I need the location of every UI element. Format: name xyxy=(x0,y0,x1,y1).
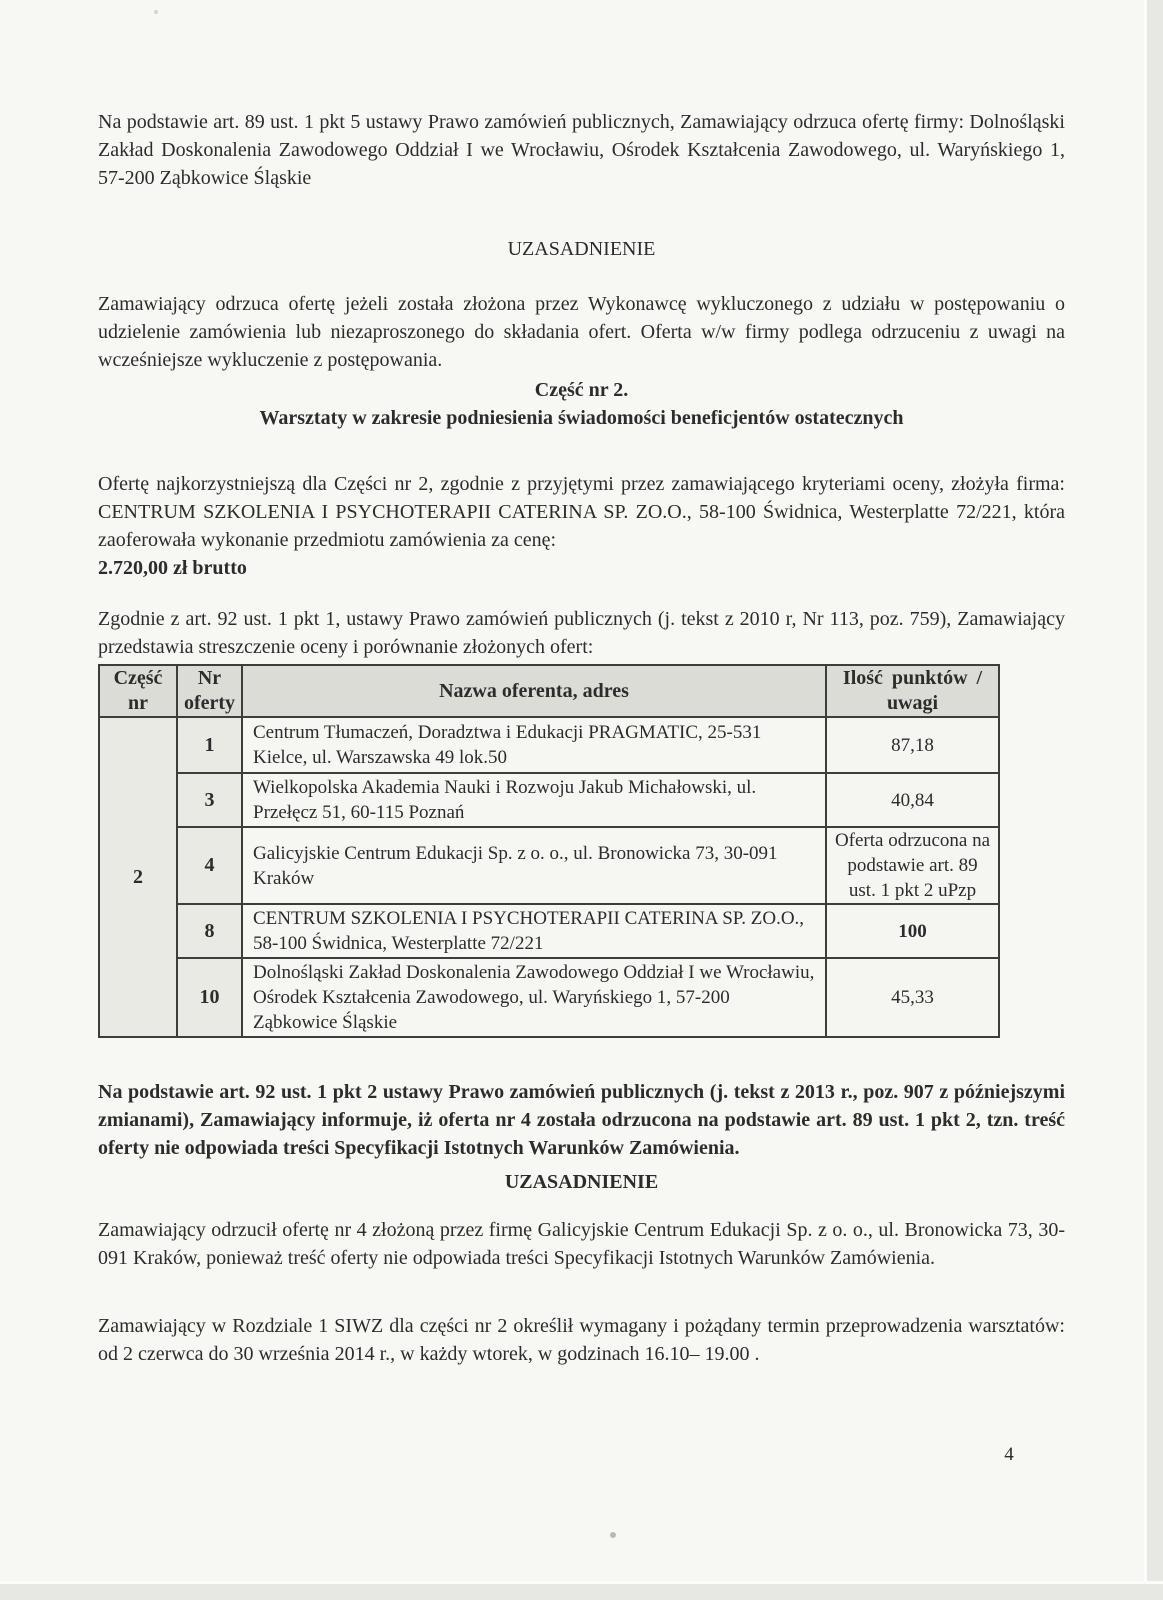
table-header-row xyxy=(99,665,999,717)
table-row xyxy=(99,827,999,904)
table-row xyxy=(99,717,999,773)
cell-points: 87,18 xyxy=(826,717,999,773)
paragraph-siwz-schedule: Zamawiający w Rozdziale 1 SIWZ dla części nr 2 określił wymagany i pożądany termin przeprowadzenia warsztatów: od 2 czerwca do 30 września 2014 r., w każdy wtorek, w godzinach 16.10– 19.00 . xyxy=(98,1315,1065,1365)
cell-offerer-name: Galicyjskie Centrum Edukacji Sp. z o. o., ul. Bronowicka 73, 30-091 Kraków xyxy=(242,827,826,904)
cell-points-rejected: Oferta odrzucona na podstawie art. 89 ust. 1 pkt 2 uPzp xyxy=(826,827,999,904)
cell-offer-no: 1 xyxy=(177,717,242,773)
cell-offerer-name: Centrum Tłumaczeń, Doradztwa i Edukacji PRAGMATIC, 25-531 Kielce, ul. Warszawska 49 lok.50 xyxy=(242,717,826,773)
scan-speck xyxy=(610,1532,616,1538)
results-table xyxy=(98,664,1000,1038)
table-row xyxy=(99,904,999,958)
header-punkty-line1: Ilość punktów / xyxy=(842,667,983,689)
header-oferty-line1: Nr xyxy=(197,667,222,689)
cell-offerer-name: CENTRUM SZKOLENIA I PSYCHOTERAPII CATERINA SP. ZO.O., 58-100 Świdnica, Westerplatte 72/221 xyxy=(242,904,826,958)
winning-offer-price: 2.720,00 zł brutto xyxy=(98,557,247,579)
paragraph-rejection-art92-bold: Na podstawie art. 92 ust. 1 pkt 2 ustawy Prawo zamówień publicznych (j. tekst z 2013 r., poz. 907 z późniejszymi zmianami), Zamawiający informuje, iż oferta nr 4 została odrzucona na podstawie art. 89 ust. 1 pkt 2, tzn. treść oferty nie odpowiada treści Specyfikacji Istotnych Warunków Zamówienia. xyxy=(98,1081,1065,1159)
paragraph-summary-intro: Zgodnie z art. 92 ust. 1 pkt 1, ustawy Prawo zamówień publicznych (j. tekst z 2010 r, Nr 113, poz. 759), Zamawiający przedstawia streszczenie oceny i porównanie złożonych ofert: xyxy=(98,608,1065,658)
cell-points: 100 xyxy=(826,904,999,958)
cell-offer-no: 8 xyxy=(177,904,242,958)
cell-offerer-name: Dolnośląski Zakład Doskonalenia Zawodowego Oddział I we Wrocławiu, Ośrodek Kształcenia Zawodowego, ul. Waryńskiego 1, 57-200 Ząbkowice Śląskie xyxy=(242,958,826,1037)
paragraph-rejection-art89: Na podstawie art. 89 ust. 1 pkt 5 ustawy Prawo zamówień publicznych, Zamawiający odrzuca ofertę firmy: Dolnośląski Zakład Doskonalenia Zawodowego Oddział I we Wrocławiu, Ośrodek Kształcenia Zawodowego, ul. Waryńskiego 1, 57-200 Ząbkowice Śląskie xyxy=(98,111,1065,189)
header-czesc-line2: nr xyxy=(128,692,148,714)
header-czesc-nr xyxy=(99,665,177,717)
cell-offer-no: 10 xyxy=(177,958,242,1037)
heading-uzasadnienie-1: UZASADNIENIE xyxy=(507,238,656,260)
paragraph-uzasadnienie-2-body: Zamawiający odrzucił ofertę nr 4 złożoną przez firmę Galicyjskie Centrum Edukacji Sp. z o. o., ul. Bronowicka 73, 30-091 Kraków, ponieważ treść oferty nie odpowiada treści Specyfikacji Istotnych Warunków Zamówienia. xyxy=(98,1219,1065,1269)
cell-points: 45,33 xyxy=(826,958,999,1037)
results-table-wrapper xyxy=(98,664,1000,1038)
cell-offer-no: 3 xyxy=(177,773,242,827)
header-czesc-line1: Część xyxy=(113,667,163,689)
cell-part-number: 2 xyxy=(99,717,177,1037)
cell-offer-no: 4 xyxy=(177,827,242,904)
scan-speck xyxy=(154,10,158,14)
heading-part-subtitle: Warsztaty w zakresie podniesienia świadomości beneficjentów ostatecznych xyxy=(259,407,904,429)
cell-offerer-name: Wielkopolska Akademia Nauki i Rozwoju Jakub Michałowski, ul. Przełęcz 51, 60-115 Poznań xyxy=(242,773,826,827)
scan-edge-shadow-bottom xyxy=(0,1584,1163,1600)
winning-offer-text: Ofertę najkorzystniejszą dla Części nr 2, zgodnie z przyjętymi przez zamawiającego kryteriami oceny, złożyła firma: CENTRUM SZKOLENIA I PSYCHOTERAPII CATERINA SP. ZO.O., 58-100 Świdnica, Westerplatte 72/221, która zaoferowała wykonanie przedmiotu zamówienia za cenę: xyxy=(98,473,1065,551)
header-oferty-line2: oferty xyxy=(183,692,236,714)
header-punkty-line2: uwagi xyxy=(886,692,939,714)
cell-points: 40,84 xyxy=(826,773,999,827)
header-nr-oferty xyxy=(177,665,242,717)
page-number: 4 xyxy=(1004,1444,1014,1465)
heading-uzasadnienie-2: UZASADNIENIE xyxy=(504,1171,659,1193)
header-ilosc-punktow xyxy=(826,665,999,717)
table-row xyxy=(99,773,999,827)
paragraph-winning-offer xyxy=(98,470,1065,582)
scan-edge-shadow-right xyxy=(1147,0,1163,1600)
header-nazwa-oferenta: Nazwa oferenta, adres xyxy=(242,665,826,717)
paragraph-uzasadnienie-1-body: Zamawiający odrzuca ofertę jeżeli została złożona przez Wykonawcę wykluczonego z udziału w postępowaniu o udzielenie zamówienia lub niezaproszonego do składania ofert. Oferta w/w firmy podlega odrzuceniu z uwagi na wcześniejsze wykluczenie z postępowania. xyxy=(98,293,1065,371)
table-row xyxy=(99,958,999,1037)
heading-part-number: Część nr 2. xyxy=(534,379,629,401)
